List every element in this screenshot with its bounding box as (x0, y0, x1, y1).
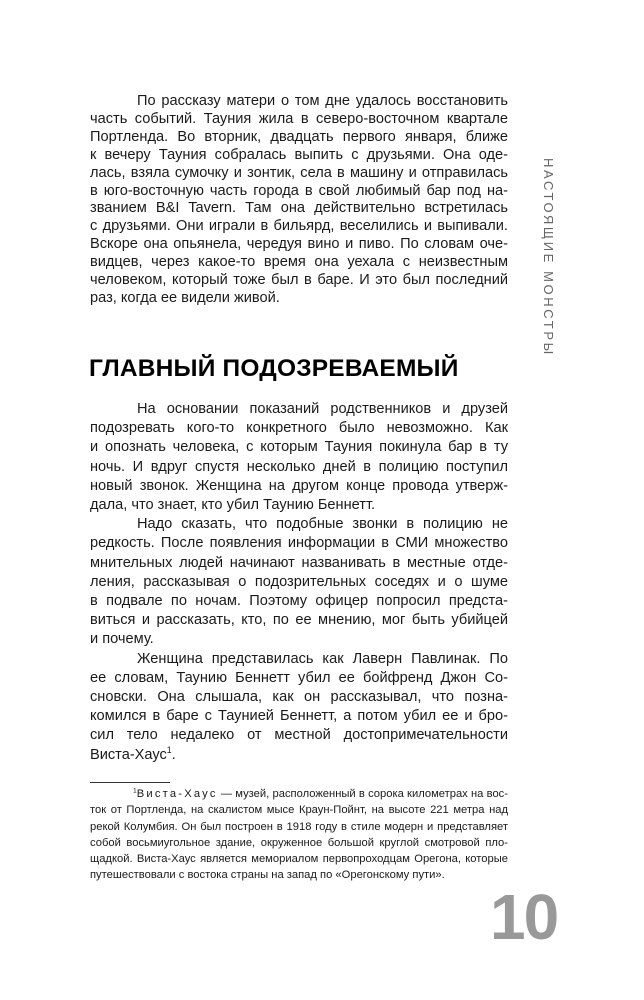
text-line: лась, взяла сумочку и зонтик, села в машину и отправилась (90, 164, 508, 181)
footnote-marker: 1 (133, 787, 137, 795)
text-line: Портленда. Во вторник, двадцать первого января, ближе (90, 128, 508, 145)
text-line: комился в баре с Таунией Беннетт, а потом убил ее и бро- (90, 708, 508, 725)
paragraph-intro (90, 93, 508, 308)
text-line: званием B&I Tavern. Там она действительно встретилась (90, 200, 508, 217)
text-line: в юго-восточную часть города в свой любимый бар под на- (90, 182, 508, 199)
text-line: ее словам, Таунию Беннетт убил ее бойфренд Джон Со- (90, 669, 508, 686)
footnote-text: — музей, расположенный в сорока километрах на вос- (217, 788, 508, 800)
text-line: сил тело недалеко от местной достопримечательности (90, 727, 508, 744)
text-line: Надо сказать, что подобные звонки в полицию не (137, 516, 508, 533)
text-line: видцев, через какое-то время она уехала с неизвестным (90, 254, 508, 271)
text-line: виться и рассказать, кто, по ее мнению, мог быть убийцей (90, 612, 508, 629)
text-line: и почему. (90, 631, 154, 648)
text-line: с друзьями. Они играли в бильярд, веселились и выпивали. (90, 218, 508, 235)
text-line: На основании показаний родственников и друзей (137, 401, 508, 417)
footnote-line (90, 786, 508, 802)
text-line: к вечеру Тауния собралась выпить с друзьями. Она оде- (90, 146, 508, 163)
text-line: раз, когда ее видели живой. (90, 289, 280, 306)
footnote-line: щадкой. Виста-Хаус является мемориалом первопроходцам Орегона, которые (90, 853, 508, 866)
footnote-divider (90, 782, 170, 783)
running-title: НАСТОЯЩИЕ МОНСТРЫ (541, 158, 556, 357)
text-line: Виста-Хаус$^1$. (90, 744, 176, 763)
text-line: Вскоре она опьянела, чередуя вино и пиво. По словам оче- (90, 236, 508, 253)
text-line: подозревать кого-то конкретного было невозможно. Как (90, 420, 508, 437)
footnote-reference: 1 (166, 744, 172, 755)
text-line: мнительных людей начинают названивать в местные отде- (90, 554, 508, 571)
footnote-term: Виста-Хаус (136, 788, 218, 800)
footnote-line: рекой Колумбия. Он был построен в 1918 году в стиле модерн и представляет (90, 820, 508, 833)
footnote (90, 786, 508, 884)
section-heading: ГЛАВНЫЙ ПОДОЗРЕВАЕМЫЙ (89, 355, 459, 382)
section-body (90, 400, 508, 765)
text-line: новый звонок. Женщина на другом конце провода утверж- (90, 477, 508, 494)
text-line: ночь. И вдруг спустя несколько дней в полицию поступил (90, 458, 508, 475)
text-line: По рассказу матери о том дне удалось восстановить (137, 93, 508, 109)
text-line: дала, что знает, кто убил Таунию Беннетт. (90, 497, 376, 514)
footnote-line: ток от Портленда, на скалистом мысе Краун-Пойнт, на высоте 221 метра над (90, 804, 508, 817)
text-line: ления, рассказывая о подозрительных соседях и о шуме (90, 573, 508, 590)
page-number: 10 (490, 881, 558, 953)
text-line: и опознать человека, с которым Тауния покинула бар в ту (90, 439, 508, 456)
text-line: в подвале по ночам. Поэтому офицер попросил предста- (90, 593, 508, 610)
text-line: человеком, который тоже был в баре. И это был последний (90, 272, 508, 289)
text-line: часть событий. Тауния жила в северо-восточном квартале (90, 110, 508, 127)
text-line: редкость. После появления информации в СМИ множество (90, 535, 508, 552)
footnote-line: собой восьмиугольное здание, окруженное большой круглой смотровой пло- (90, 836, 508, 849)
text-line: Женщина представилась как Лаверн Павлинак. По (137, 650, 508, 667)
footnote-line: путешествовали с востока страны на запад по «Орегонскому пути». (90, 869, 445, 882)
text-line: сновски. Она слышала, как он рассказывал, что позна- (90, 689, 508, 706)
